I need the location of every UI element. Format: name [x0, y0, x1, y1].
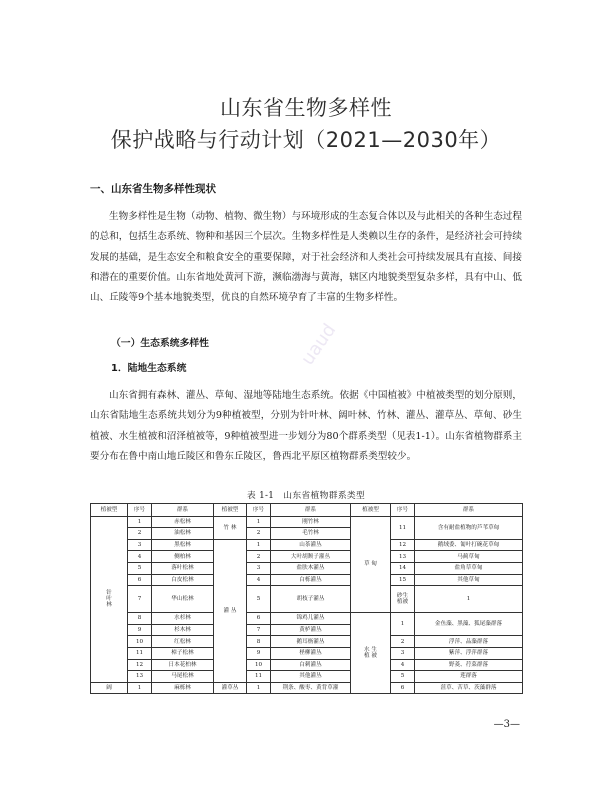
- formation-name: 马蔺草甸: [415, 551, 523, 563]
- row-number: 5: [391, 671, 415, 683]
- row-number: 6: [128, 574, 152, 586]
- row-number: 11: [391, 516, 415, 539]
- formation-name: 含有耐盐植物的芦苇草甸: [415, 516, 523, 539]
- row-number: 13: [391, 551, 415, 563]
- formation-name: 白刺灌丛: [271, 659, 351, 671]
- formation-name: 锦鸡儿灌丛: [271, 613, 351, 625]
- row-number: 1: [128, 682, 152, 694]
- table-row: [91, 671, 523, 683]
- formation-name: 盐肤木灌丛: [271, 562, 351, 574]
- formation-name: 水杉林: [152, 613, 214, 625]
- row-number: 10: [128, 636, 152, 648]
- row-number: 7: [247, 624, 271, 636]
- table-row: [91, 516, 523, 528]
- row-number: 13: [128, 671, 152, 683]
- formation-name: 盐角草草甸: [415, 562, 523, 574]
- row-number: 7: [128, 586, 152, 613]
- row-number: 10: [247, 659, 271, 671]
- header-cell: 序号: [391, 504, 415, 517]
- section-heading: 一、山东省生物多样性现状: [90, 183, 216, 195]
- subsection-heading: （一）生态系统多样性: [111, 338, 209, 349]
- formation-name: 赤松林: [152, 516, 214, 528]
- formation-name: 华山松林: [152, 586, 214, 613]
- header-cell: 群系: [271, 504, 351, 517]
- header-cell: 植被型: [214, 504, 247, 517]
- formation-name: 白栎灌丛: [271, 574, 351, 586]
- row-number: 15: [391, 574, 415, 586]
- formation-name: 莲群落: [415, 671, 523, 683]
- formation-name: 日本花柏林: [152, 659, 214, 671]
- row-number: 8: [128, 613, 152, 625]
- table-row: [91, 659, 523, 671]
- row-number: 2: [247, 551, 271, 563]
- row-number: 6: [247, 613, 271, 625]
- paragraph-biodiversity-intro: 生物多样性是生物（动物、植物、微生物）与环境形成的生态复合体以及与此相关的各种生态过程的总和，包括生态系统、物种和基因三个层次。生物多样性是人类赖以生存的条件，是经济社会可持续发展的基础，是生态安全和粮食安全的重要保障，对于社会经济和人类社会可持续发展具有直接、间接和潜在的重要价值。山东省地处黄河下游，濒临渤海与黄海，辖区内地貌类型复杂多样，具有中山、低山、丘陵等9个基本地貌类型，优良的自然环境孕育了丰富的生物多样性。: [90, 211, 522, 304]
- row-number: 1: [391, 613, 415, 636]
- row-number: 2: [128, 528, 152, 540]
- header-cell: 序号: [247, 504, 271, 517]
- formation-name: 樟子松林: [152, 647, 214, 659]
- formation-name: 黄栌灌丛: [271, 624, 351, 636]
- formation-name: 鹅耳枥灌丛: [271, 636, 351, 648]
- vegetation-type-sand: 砂生 植被: [391, 586, 415, 613]
- watermark: uaud: [297, 319, 341, 370]
- header-cell: 序号: [128, 504, 152, 517]
- row-number: 2: [247, 528, 271, 540]
- row-number: 1: [415, 586, 523, 613]
- formation-name: 荆条、酸枣、黄背草灌: [271, 682, 351, 694]
- table-row: [91, 562, 523, 574]
- row-number: 11: [247, 671, 271, 683]
- table-row: [91, 613, 523, 625]
- formation-name: 其他草甸: [415, 574, 523, 586]
- table-header-row: [91, 504, 523, 517]
- header-cell: 植被型: [351, 504, 391, 517]
- formation-name: 刚竹林: [271, 516, 351, 528]
- table-row: [91, 539, 523, 551]
- formation-name: 鹅绒委、匍叶打碗花草甸: [415, 539, 523, 551]
- formation-name: 其他灌丛: [271, 671, 351, 683]
- row-number: 9: [247, 647, 271, 659]
- formation-name: 杉木林: [152, 624, 214, 636]
- formation-name: 紫萍、浮萍群落: [415, 647, 523, 659]
- row-number: 4: [247, 574, 271, 586]
- row-number: 5: [247, 586, 271, 613]
- row-number: 1: [247, 682, 271, 694]
- formation-name: 山茶灌丛: [271, 539, 351, 551]
- row-number: 5: [128, 562, 152, 574]
- formation-name: 金鱼藻、黑藻、狐尾藻群落: [415, 613, 523, 636]
- formation-name: 菹草、苦草、茨藻群落: [415, 682, 523, 694]
- table-row: [91, 574, 523, 586]
- vegetation-type-shrub: 灌 丛: [214, 539, 247, 682]
- formation-name: 红松林: [152, 636, 214, 648]
- formation-name: 马尾松林: [152, 671, 214, 683]
- document-title-line2: 保护战略与行动计划（2021—2030年）: [110, 128, 502, 152]
- table-row: [91, 636, 523, 648]
- row-number: 12: [128, 659, 152, 671]
- row-number: 3: [391, 647, 415, 659]
- vegetation-type-conifer: 针 叶 林: [91, 516, 128, 682]
- row-number: 3: [128, 539, 152, 551]
- formation-name: 柽柳灌丛: [271, 647, 351, 659]
- vegetation-formation-table: [90, 503, 523, 694]
- row-number: 3: [247, 562, 271, 574]
- row-number: 6: [391, 682, 415, 694]
- table-row: [91, 586, 523, 613]
- header-cell: 植被型: [91, 504, 128, 517]
- formation-name: 毛竹林: [271, 528, 351, 540]
- document-title-line1: 山东省生物多样性: [220, 96, 392, 120]
- vegetation-type-broadleaf: 阔: [91, 682, 128, 694]
- vegetation-type-meadow: 草 甸: [351, 516, 391, 613]
- row-number: 14: [391, 562, 415, 574]
- row-number: 11: [128, 647, 152, 659]
- row-number: 8: [247, 636, 271, 648]
- formation-name: 侧柏林: [152, 551, 214, 563]
- table-row: [91, 647, 523, 659]
- vegetation-type-bamboo: 竹 林: [214, 516, 247, 539]
- row-number: 4: [128, 551, 152, 563]
- row-number: 9: [128, 624, 152, 636]
- header-cell: 群系: [152, 504, 214, 517]
- formation-name: 油松林: [152, 528, 214, 540]
- table-caption: 表 1-1 山东省植物群系类型: [246, 491, 366, 501]
- row-number: 4: [391, 659, 415, 671]
- row-number: 1: [247, 516, 271, 528]
- formation-name: 麻栎林: [152, 682, 214, 694]
- vegetation-type-aquatic: 水 生 植 被: [351, 613, 391, 694]
- paragraph-terrestrial-ecosystem: 山东省拥有森林、灌丛、草甸、湿地等陆地生态系统。依据《中国植被》中植被类型的划分原则，山东省陆地生态系统共划分为9种植被型，分别为针叶林、阔叶林、竹林、灌丛、灌草丛、草甸、砂生植被、水生植被和沼泽植被等，9种植被型进一步划分为80个群系类型（见表1-1）。山东省植物群系主要分布在鲁中南山地丘陵区和鲁东丘陵区，鲁西北平原区植物群系类型较少。: [90, 390, 522, 462]
- vegetation-type-shrub-grass: 灌草丛: [214, 682, 247, 694]
- formation-name: 落叶松林: [152, 562, 214, 574]
- header-cell: 群系: [415, 504, 523, 517]
- formation-name: 大叶胡颓子灌丛: [271, 551, 351, 563]
- table-row: [91, 682, 523, 694]
- page-number: —3—: [493, 719, 520, 730]
- row-number: 1: [128, 516, 152, 528]
- formation-name: 野菱、荇菜群落: [415, 659, 523, 671]
- table-row: [91, 551, 523, 563]
- row-number: 1: [247, 539, 271, 551]
- formation-name: 黑松林: [152, 539, 214, 551]
- formation-name: 胡枝子灌丛: [271, 586, 351, 613]
- formation-name: 白皮松林: [152, 574, 214, 586]
- row-number: 2: [391, 636, 415, 648]
- row-number: 12: [391, 539, 415, 551]
- subsubsection-heading: 1．陆地生态系统: [111, 363, 187, 374]
- formation-name: 浮萍、品藻群落: [415, 636, 523, 648]
